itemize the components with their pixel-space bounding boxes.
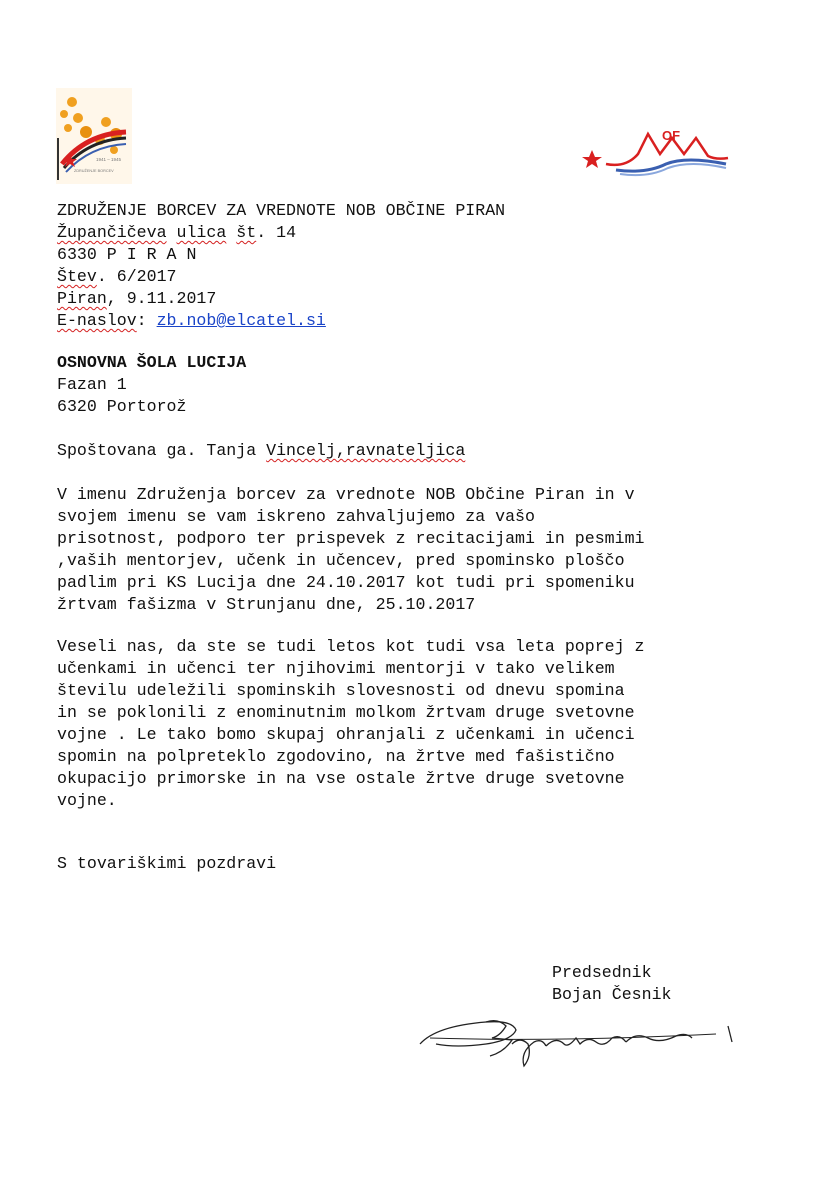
organization-logo [56, 88, 132, 184]
reference-label: Štev [57, 267, 97, 286]
signatory-name: Bojan Česnik [552, 985, 672, 1004]
email-link[interactable]: zb.nob@elcatel.si [156, 311, 326, 330]
paragraph2-line: Veseli nas, da ste se tudi letos kot tudi vsa leta poprej z [57, 637, 645, 656]
of-star-logo [576, 124, 734, 180]
street-number: . 14 [256, 223, 297, 242]
email-label: E-naslov [57, 311, 137, 330]
sender-street [57, 222, 296, 243]
place-date [57, 288, 216, 309]
reference-number [57, 266, 177, 287]
paragraph2-line: številu udeležili spominskih slovesnosti od dnevu spomina [57, 681, 625, 700]
logo-caption: ZDRUŽENJE BORCEV [74, 169, 114, 173]
place-name: Piran [57, 289, 107, 308]
paragraph2-line: in se poklonili z enominutnim molkom žrtvam druge svetovne [57, 703, 635, 722]
paragraph2-line: vojne. [57, 791, 117, 810]
paragraph2-line: vojne . Le tako bomo skupaj ohranjali z učenkami in učenci [57, 725, 635, 744]
street-space2 [226, 223, 236, 242]
recipient-name: OSNOVNA ŠOLA LUCIJA [57, 353, 247, 372]
street-name-part2: ulica [176, 223, 227, 242]
of-emblem-icon [56, 88, 132, 184]
email-colon: : [136, 311, 157, 330]
logo-years: 1941 – 1945 [96, 157, 122, 162]
paragraph1-line: žrtvam fašizma v Strunjanu dne, 25.10.2017 [57, 595, 476, 614]
sender-org-name: ZDRUŽENJE BORCEV ZA VREDNOTE NOB OBČINE PIRAN [57, 201, 506, 220]
paragraph2-line: učenkami in učenci ter njihovimi mentorji v tako velikem [57, 659, 615, 678]
paragraph2-line: okupacijo primorske in na vse ostale žrtve druge svetovne [57, 769, 625, 788]
paragraph1-line: V imenu Združenja borcev za vrednote NOB Občine Piran in v [57, 485, 635, 504]
paragraph2-line: spomin na polpreteklo zgodovino, na žrtve med fašistično [57, 747, 615, 766]
signatory-title: Predsednik [552, 963, 652, 982]
handwritten-signature [416, 1008, 746, 1074]
reference-value: . 6/2017 [96, 267, 177, 286]
paragraph1-line: svojem imenu se vam iskreno zahvaljujemo za vašo [57, 507, 535, 526]
street-space [167, 223, 177, 242]
greeting [57, 440, 465, 461]
closing-regards: S tovariškimi pozdravi [57, 854, 277, 873]
paragraph1-line: padlim pri KS Lucija dne 24.10.2017 kot tudi pri spomeniku [57, 573, 635, 592]
red-star-icon [576, 124, 734, 180]
sender-postcode-city: 6330 P I R A N [57, 245, 197, 264]
greeting-prefix: Spoštovana ga. Tanja [57, 441, 267, 460]
signature-scribble-icon [416, 1008, 746, 1074]
recipient-city: 6320 Portorož [57, 397, 187, 416]
recipient-street: Fazan 1 [57, 375, 127, 394]
letter-date: , 9.11.2017 [106, 289, 217, 308]
street-abbrev: št [236, 223, 257, 242]
paragraph1-line: prisotnost, podporo ter prispevek z recitacijami in pesmimi [57, 529, 645, 548]
paragraph1-line: ,vaših mentorjev, učenk in učencev, pred spominsko ploščo [57, 551, 625, 570]
street-name-part1: Župančičeva [57, 223, 167, 242]
of-letters: OF [662, 128, 681, 143]
greeting-name: Vincelj,ravnateljica [266, 441, 466, 460]
email-line [57, 310, 326, 331]
